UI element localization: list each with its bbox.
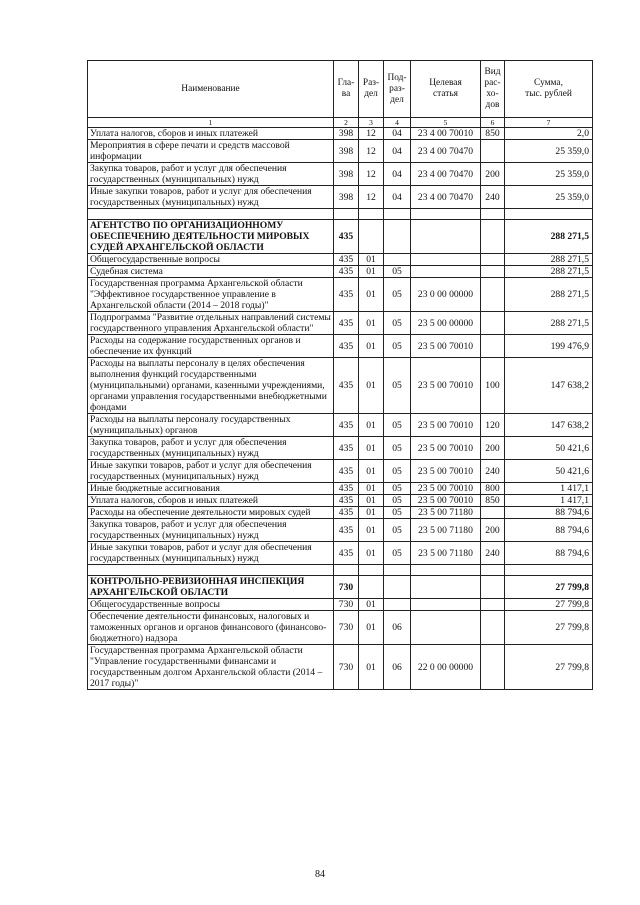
row-target <box>411 599 481 611</box>
row-subsection: 04 <box>384 163 411 186</box>
page-number: 84 <box>315 869 325 880</box>
row-chapter: 435 <box>334 483 359 495</box>
row-name: Государственная программа Архангельской области "Эффективное государственное управление в Архангельской области (2014 – 2018 годы)" <box>88 278 334 312</box>
row-amount: 25 359,0 <box>505 140 593 163</box>
row-amount: 27 799,8 <box>505 599 593 611</box>
table-row <box>88 163 593 186</box>
agency-header-row <box>88 220 593 254</box>
table-row <box>88 460 593 483</box>
row-target: 23 5 00 70010 <box>411 483 481 495</box>
row-name: Закупка товаров, работ и услуг для обеспечения государственных (муниципальных) нужд <box>88 437 334 460</box>
row-chapter: 730 <box>334 611 359 645</box>
spacer-row <box>88 209 593 220</box>
row-name: Общегосударственные вопросы <box>88 599 334 611</box>
table-row <box>88 335 593 358</box>
row-amount: 288 271,5 <box>505 266 593 278</box>
table-row <box>88 542 593 565</box>
empty-cell <box>334 209 359 220</box>
row-chapter: 730 <box>334 645 359 690</box>
row-name: Общегосударственные вопросы <box>88 254 334 266</box>
row-target: 22 0 00 00000 <box>411 645 481 690</box>
row-section: 01 <box>359 599 384 611</box>
column-number: 1 <box>88 118 334 128</box>
row-target: 23 5 00 71180 <box>411 519 481 542</box>
header-exp-type: Вид рас- хо- дов <box>481 61 505 118</box>
row-exp-type <box>481 599 505 611</box>
row-amount: 25 359,0 <box>505 163 593 186</box>
row-chapter: 435 <box>334 519 359 542</box>
empty-cell <box>481 209 505 220</box>
row-exp-type: 200 <box>481 163 505 186</box>
row-subsection: 04 <box>384 128 411 140</box>
row-section: 01 <box>359 312 384 335</box>
row-section: 01 <box>359 460 384 483</box>
table-row <box>88 495 593 507</box>
row-exp-type <box>481 140 505 163</box>
row-section: 01 <box>359 358 384 414</box>
table-row <box>88 128 593 140</box>
column-number: 3 <box>359 118 384 128</box>
header-chapter: Гла- ва <box>334 61 359 118</box>
row-amount: 88 794,6 <box>505 542 593 565</box>
row-section: 01 <box>359 519 384 542</box>
row-target <box>411 611 481 645</box>
row-subsection: 05 <box>384 278 411 312</box>
table-row <box>88 519 593 542</box>
row-amount: 1 417,1 <box>505 495 593 507</box>
row-chapter: 435 <box>334 460 359 483</box>
row-amount: 88 794,6 <box>505 519 593 542</box>
row-exp-type: 240 <box>481 542 505 565</box>
row-section: 12 <box>359 186 384 209</box>
row-amount: 1 417,1 <box>505 483 593 495</box>
row-name: Иные закупки товаров, работ и услуг для обеспечения государственных (муниципальных) нужд <box>88 186 334 209</box>
header-section: Раз- дел <box>359 61 384 118</box>
table-row <box>88 254 593 266</box>
row-target: 23 5 00 00000 <box>411 312 481 335</box>
row-subsection: 05 <box>384 460 411 483</box>
row-target: 23 5 00 70010 <box>411 335 481 358</box>
table-row <box>88 645 593 690</box>
row-amount: 147 638,2 <box>505 414 593 437</box>
empty-cell <box>411 565 481 576</box>
row-subsection: 05 <box>384 266 411 278</box>
row-amount: 27 799,8 <box>505 645 593 690</box>
row-subsection: 05 <box>384 437 411 460</box>
row-subsection: 05 <box>384 507 411 519</box>
header-target: Целевая статья <box>411 61 481 118</box>
row-name: Судебная система <box>88 266 334 278</box>
row-subsection <box>384 254 411 266</box>
row-subsection: 05 <box>384 519 411 542</box>
row-subsection: 04 <box>384 186 411 209</box>
row-target: 23 5 00 70010 <box>411 495 481 507</box>
row-chapter: 398 <box>334 186 359 209</box>
empty-cell <box>384 565 411 576</box>
row-chapter: 730 <box>334 576 359 599</box>
row-section: 01 <box>359 542 384 565</box>
row-section: 12 <box>359 128 384 140</box>
row-name: Иные закупки товаров, работ и услуг для обеспечения государственных (муниципальных) нужд <box>88 460 334 483</box>
table-row <box>88 507 593 519</box>
row-section: 12 <box>359 163 384 186</box>
table-row <box>88 599 593 611</box>
row-amount: 199 476,9 <box>505 335 593 358</box>
row-subsection: 04 <box>384 140 411 163</box>
row-exp-type: 240 <box>481 460 505 483</box>
row-amount: 27 799,8 <box>505 611 593 645</box>
spacer-row <box>88 565 593 576</box>
table-row <box>88 437 593 460</box>
header-amount: Сумма, тыс. рублей <box>505 61 593 118</box>
row-section: 01 <box>359 645 384 690</box>
row-name: Мероприятия в сфере печати и средств массовой информации <box>88 140 334 163</box>
row-amount: 147 638,2 <box>505 358 593 414</box>
row-name: Уплата налогов, сборов и иных платежей <box>88 495 334 507</box>
row-exp-type <box>481 254 505 266</box>
table-row <box>88 483 593 495</box>
empty-cell <box>505 209 593 220</box>
row-amount: 27 799,8 <box>505 576 593 599</box>
empty-cell <box>88 209 334 220</box>
row-name: Расходы на обеспечение деятельности мировых судей <box>88 507 334 519</box>
row-subsection: 05 <box>384 414 411 437</box>
row-exp-type: 200 <box>481 519 505 542</box>
row-subsection <box>384 599 411 611</box>
row-amount: 25 359,0 <box>505 186 593 209</box>
table-row <box>88 312 593 335</box>
row-amount: 50 421,6 <box>505 437 593 460</box>
row-exp-type <box>481 312 505 335</box>
row-chapter: 730 <box>334 599 359 611</box>
row-target: 23 5 00 70010 <box>411 437 481 460</box>
row-target <box>411 576 481 599</box>
row-exp-type <box>481 278 505 312</box>
row-chapter: 435 <box>334 220 359 254</box>
row-target: 23 5 00 70010 <box>411 358 481 414</box>
empty-cell <box>411 209 481 220</box>
row-section: 12 <box>359 140 384 163</box>
row-amount: 288 271,5 <box>505 254 593 266</box>
row-exp-type: 200 <box>481 437 505 460</box>
row-target: 23 5 00 70010 <box>411 460 481 483</box>
empty-cell <box>334 565 359 576</box>
column-number: 4 <box>384 118 411 128</box>
row-name: Закупка товаров, работ и услуг для обеспечения государственных (муниципальных) нужд <box>88 519 334 542</box>
row-subsection: 05 <box>384 542 411 565</box>
row-name: Расходы на выплаты персоналу в целях обеспечения выполнения функций государственными (муниципальными) органами, казенными учреждениями, органами управления государственными внебюджетными фондами <box>88 358 334 414</box>
row-subsection: 06 <box>384 645 411 690</box>
row-subsection: 05 <box>384 483 411 495</box>
table-body <box>88 128 593 690</box>
row-section: 01 <box>359 437 384 460</box>
row-chapter: 435 <box>334 358 359 414</box>
row-name: Закупка товаров, работ и услуг для обеспечения государственных (муниципальных) нужд <box>88 163 334 186</box>
row-name: АГЕНТСТВО ПО ОРГАНИЗАЦИОННОМУ ОБЕСПЕЧЕНИЮ ДЕЯТЕЛЬНОСТИ МИРОВЫХ СУДЕЙ АРХАНГЕЛЬСКОЙ ОБЛАСТИ <box>88 220 334 254</box>
row-exp-type <box>481 266 505 278</box>
row-exp-type: 120 <box>481 414 505 437</box>
empty-cell <box>359 565 384 576</box>
row-section: 01 <box>359 254 384 266</box>
row-chapter: 435 <box>334 437 359 460</box>
row-name: Иные бюджетные ассигнования <box>88 483 334 495</box>
empty-cell <box>359 209 384 220</box>
budget-table <box>87 60 593 690</box>
column-number: 6 <box>481 118 505 128</box>
row-section: 01 <box>359 483 384 495</box>
row-amount: 2,0 <box>505 128 593 140</box>
column-number: 2 <box>334 118 359 128</box>
row-exp-type: 850 <box>481 128 505 140</box>
row-amount: 88 794,6 <box>505 507 593 519</box>
table-row <box>88 266 593 278</box>
row-section: 01 <box>359 266 384 278</box>
table-row <box>88 611 593 645</box>
row-amount: 288 271,5 <box>505 278 593 312</box>
row-target: 23 0 00 00000 <box>411 278 481 312</box>
row-subsection: 05 <box>384 358 411 414</box>
row-subsection: 06 <box>384 611 411 645</box>
row-target: 23 4 00 70470 <box>411 186 481 209</box>
row-amount: 288 271,5 <box>505 312 593 335</box>
row-section: 01 <box>359 507 384 519</box>
row-subsection <box>384 576 411 599</box>
row-chapter: 435 <box>334 254 359 266</box>
row-chapter: 435 <box>334 335 359 358</box>
row-chapter: 398 <box>334 128 359 140</box>
row-name: Государственная программа Архангельской области "Управление государственными финансами и государственным долгом Архангельской области (2014 – 2017 годы)" <box>88 645 334 690</box>
row-exp-type <box>481 645 505 690</box>
row-section: 01 <box>359 278 384 312</box>
row-exp-type <box>481 576 505 599</box>
row-section: 01 <box>359 611 384 645</box>
row-exp-type <box>481 220 505 254</box>
row-target <box>411 254 481 266</box>
table-row <box>88 278 593 312</box>
row-target: 23 5 00 71180 <box>411 507 481 519</box>
table-row <box>88 186 593 209</box>
table-row <box>88 414 593 437</box>
row-chapter: 435 <box>334 542 359 565</box>
empty-cell <box>384 209 411 220</box>
row-chapter: 435 <box>334 278 359 312</box>
row-amount: 288 271,5 <box>505 220 593 254</box>
row-exp-type <box>481 335 505 358</box>
row-name: Уплата налогов, сборов и иных платежей <box>88 128 334 140</box>
row-name: Обеспечение деятельности финансовых, налоговых и таможенных органов и органов финансового (финансово-бюджетного) надзора <box>88 611 334 645</box>
row-chapter: 435 <box>334 414 359 437</box>
row-section <box>359 220 384 254</box>
row-subsection: 05 <box>384 495 411 507</box>
row-exp-type: 240 <box>481 186 505 209</box>
row-subsection: 05 <box>384 312 411 335</box>
row-name: Подпрограмма "Развитие отдельных направлений системы государственного управления Архангельской области" <box>88 312 334 335</box>
row-subsection <box>384 220 411 254</box>
row-section <box>359 576 384 599</box>
row-target: 23 4 00 70010 <box>411 128 481 140</box>
row-amount: 50 421,6 <box>505 460 593 483</box>
row-target <box>411 266 481 278</box>
row-section: 01 <box>359 495 384 507</box>
row-section: 01 <box>359 414 384 437</box>
row-chapter: 435 <box>334 312 359 335</box>
row-target: 23 5 00 70010 <box>411 414 481 437</box>
column-number: 5 <box>411 118 481 128</box>
row-chapter: 435 <box>334 266 359 278</box>
row-name: Расходы на содержание государственных органов и обеспечение их функций <box>88 335 334 358</box>
column-number-row <box>88 118 593 128</box>
empty-cell <box>505 565 593 576</box>
row-target: 23 4 00 70470 <box>411 140 481 163</box>
row-target: 23 5 00 71180 <box>411 542 481 565</box>
row-target: 23 4 00 70470 <box>411 163 481 186</box>
row-exp-type <box>481 507 505 519</box>
row-exp-type: 850 <box>481 495 505 507</box>
header-subsection: Под- раз- дел <box>384 61 411 118</box>
row-subsection: 05 <box>384 335 411 358</box>
row-name: Иные закупки товаров, работ и услуг для обеспечения государственных (муниципальных) нужд <box>88 542 334 565</box>
row-target <box>411 220 481 254</box>
table-row <box>88 140 593 163</box>
row-name: КОНТРОЛЬНО-РЕВИЗИОННАЯ ИНСПЕКЦИЯ АРХАНГЕЛЬСКОЙ ОБЛАСТИ <box>88 576 334 599</box>
row-exp-type <box>481 611 505 645</box>
row-exp-type: 800 <box>481 483 505 495</box>
table-row <box>88 358 593 414</box>
agency-header-row <box>88 576 593 599</box>
header-name: Наименование <box>88 61 334 118</box>
header-row <box>88 61 593 118</box>
row-name: Расходы на выплаты персоналу государственных (муниципальных) органов <box>88 414 334 437</box>
row-exp-type: 100 <box>481 358 505 414</box>
row-chapter: 398 <box>334 140 359 163</box>
empty-cell <box>481 565 505 576</box>
row-section: 01 <box>359 335 384 358</box>
column-number: 7 <box>505 118 593 128</box>
row-chapter: 435 <box>334 495 359 507</box>
empty-cell <box>88 565 334 576</box>
row-chapter: 398 <box>334 163 359 186</box>
row-chapter: 435 <box>334 507 359 519</box>
